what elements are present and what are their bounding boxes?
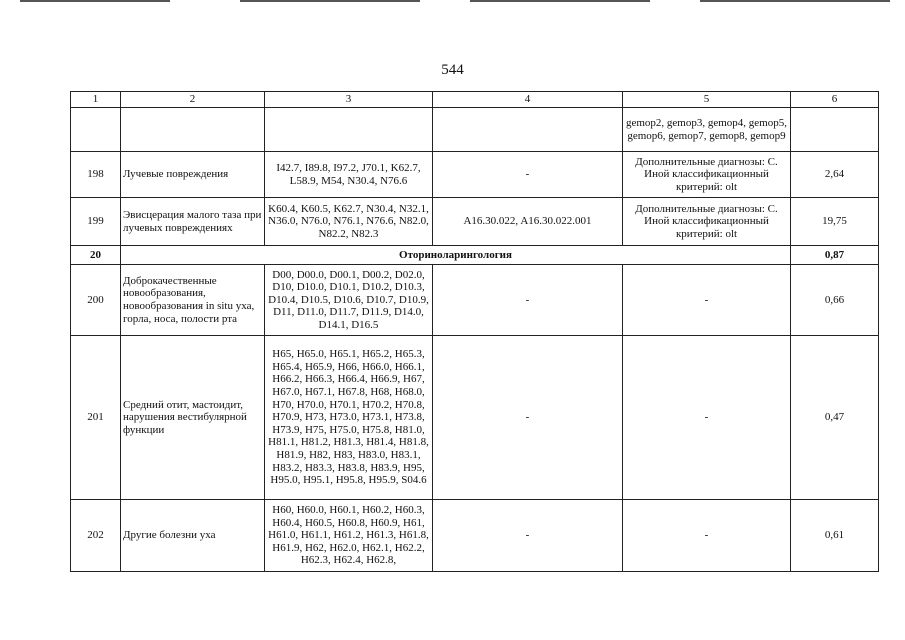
header-cell: 3 (265, 92, 433, 108)
row-number: 200 (71, 265, 121, 336)
row-number: 201 (71, 336, 121, 500)
empty-cell (265, 108, 433, 152)
row-name: Лучевые повреждения (121, 152, 265, 198)
row-name: Другие болезни уха (121, 500, 265, 572)
table-row (71, 152, 879, 198)
empty-cell (121, 108, 265, 152)
classification-table (70, 91, 879, 572)
scan-top-line (240, 0, 420, 2)
row-services: - (433, 265, 623, 336)
row-coefficient: 19,75 (791, 198, 879, 246)
header-cell: 4 (433, 92, 623, 108)
section-coefficient: 0,87 (791, 246, 879, 265)
header-cell: 2 (121, 92, 265, 108)
scan-top-line (20, 0, 170, 2)
row-codes: K60.4, K60.5, K62.7, N30.4, N32.1, N36.0, N76.0, N76.1, N76.6, N82.0, N82.2, N82.3 (265, 198, 433, 246)
row-services: - (433, 500, 623, 572)
row-coefficient: 0,47 (791, 336, 879, 500)
row-codes: H60, H60.0, H60.1, H60.2, H60.3, H60.4, H60.5, H60.8, H60.9, H61, H61.0, H61.1, H61.2, H61.3, H61.8, H61.9, H62, H62.0, H62.1, H62.2, H62.3, H62.4, H62.8, (265, 500, 433, 572)
row-coefficient: 0,66 (791, 265, 879, 336)
continuation-row (71, 108, 879, 152)
row-name: Средний отит, мастоидит, нарушения вестибулярной функции (121, 336, 265, 500)
row-services: A16.30.022, A16.30.022.001 (433, 198, 623, 246)
row-number: 198 (71, 152, 121, 198)
row-services: - (433, 336, 623, 500)
section-title: Оториноларингология (121, 246, 791, 265)
table-row (71, 500, 879, 572)
table-row (71, 198, 879, 246)
row-number: 202 (71, 500, 121, 572)
row-codes: H65, H65.0, H65.1, H65.2, H65.3, H65.4, H65.9, H66, H66.0, H66.1, H66.2, H66.3, H66.4, H66.9, H67, H67.0, H67.1, H67.8, H68, H68.0, H70, H70.0, H70.1, H70.2, H70.8, H70.9, H73, H73.0, H73.1, H73.8, H73.9, H75, H75.0, H75.8, H81.0, H81.1, H81.2, H81.3, H81.4, H81.8, H81.9, H82, H83, H83.0, H83.1, H83.2, H83.3, H83.8, H83.9, H95, H95.0, H95.1, H95.8, H95.9, S04.6 (265, 336, 433, 500)
criteria-cell: gemop2, gemop3, gemop4, gemop5, gemop6, gemop7, gemop8, gemop9 (623, 108, 791, 152)
row-name: Эвисцерация малого таза при лучевых повреждениях (121, 198, 265, 246)
row-criteria: - (623, 500, 791, 572)
table-row (71, 265, 879, 336)
empty-cell (433, 108, 623, 152)
row-name: Доброкачественные новообразования, новообразования in situ уха, горла, носа, полости рта (121, 265, 265, 336)
header-cell: 5 (623, 92, 791, 108)
row-number: 199 (71, 198, 121, 246)
row-coefficient: 2,64 (791, 152, 879, 198)
page-number: 544 (441, 62, 464, 78)
scan-top-line (700, 0, 890, 2)
header-row (71, 92, 879, 108)
row-codes: D00, D00.0, D00.1, D00.2, D02.0, D10, D10.0, D10.1, D10.2, D10.3, D10.4, D10.5, D10.6, D10.7, D10.9, D11, D11.0, D11.7, D11.9, D14.0, D14.1, D16.5 (265, 265, 433, 336)
row-criteria: Дополнительные диагнозы: C. Иной классификационный критерий: olt (623, 198, 791, 246)
row-services: - (433, 152, 623, 198)
empty-cell (791, 108, 879, 152)
row-criteria: - (623, 336, 791, 500)
row-criteria: Дополнительные диагнозы: C. Иной классификационный критерий: olt (623, 152, 791, 198)
row-coefficient: 0,61 (791, 500, 879, 572)
empty-cell (71, 108, 121, 152)
section-number: 20 (71, 246, 121, 265)
row-codes: I42.7, I89.8, I97.2, J70.1, K62.7, L58.9, M54, N30.4, N76.6 (265, 152, 433, 198)
scan-top-line (470, 0, 650, 2)
table-row (71, 336, 879, 500)
header-cell: 6 (791, 92, 879, 108)
row-criteria: - (623, 265, 791, 336)
header-cell: 1 (71, 92, 121, 108)
section-row (71, 246, 879, 265)
